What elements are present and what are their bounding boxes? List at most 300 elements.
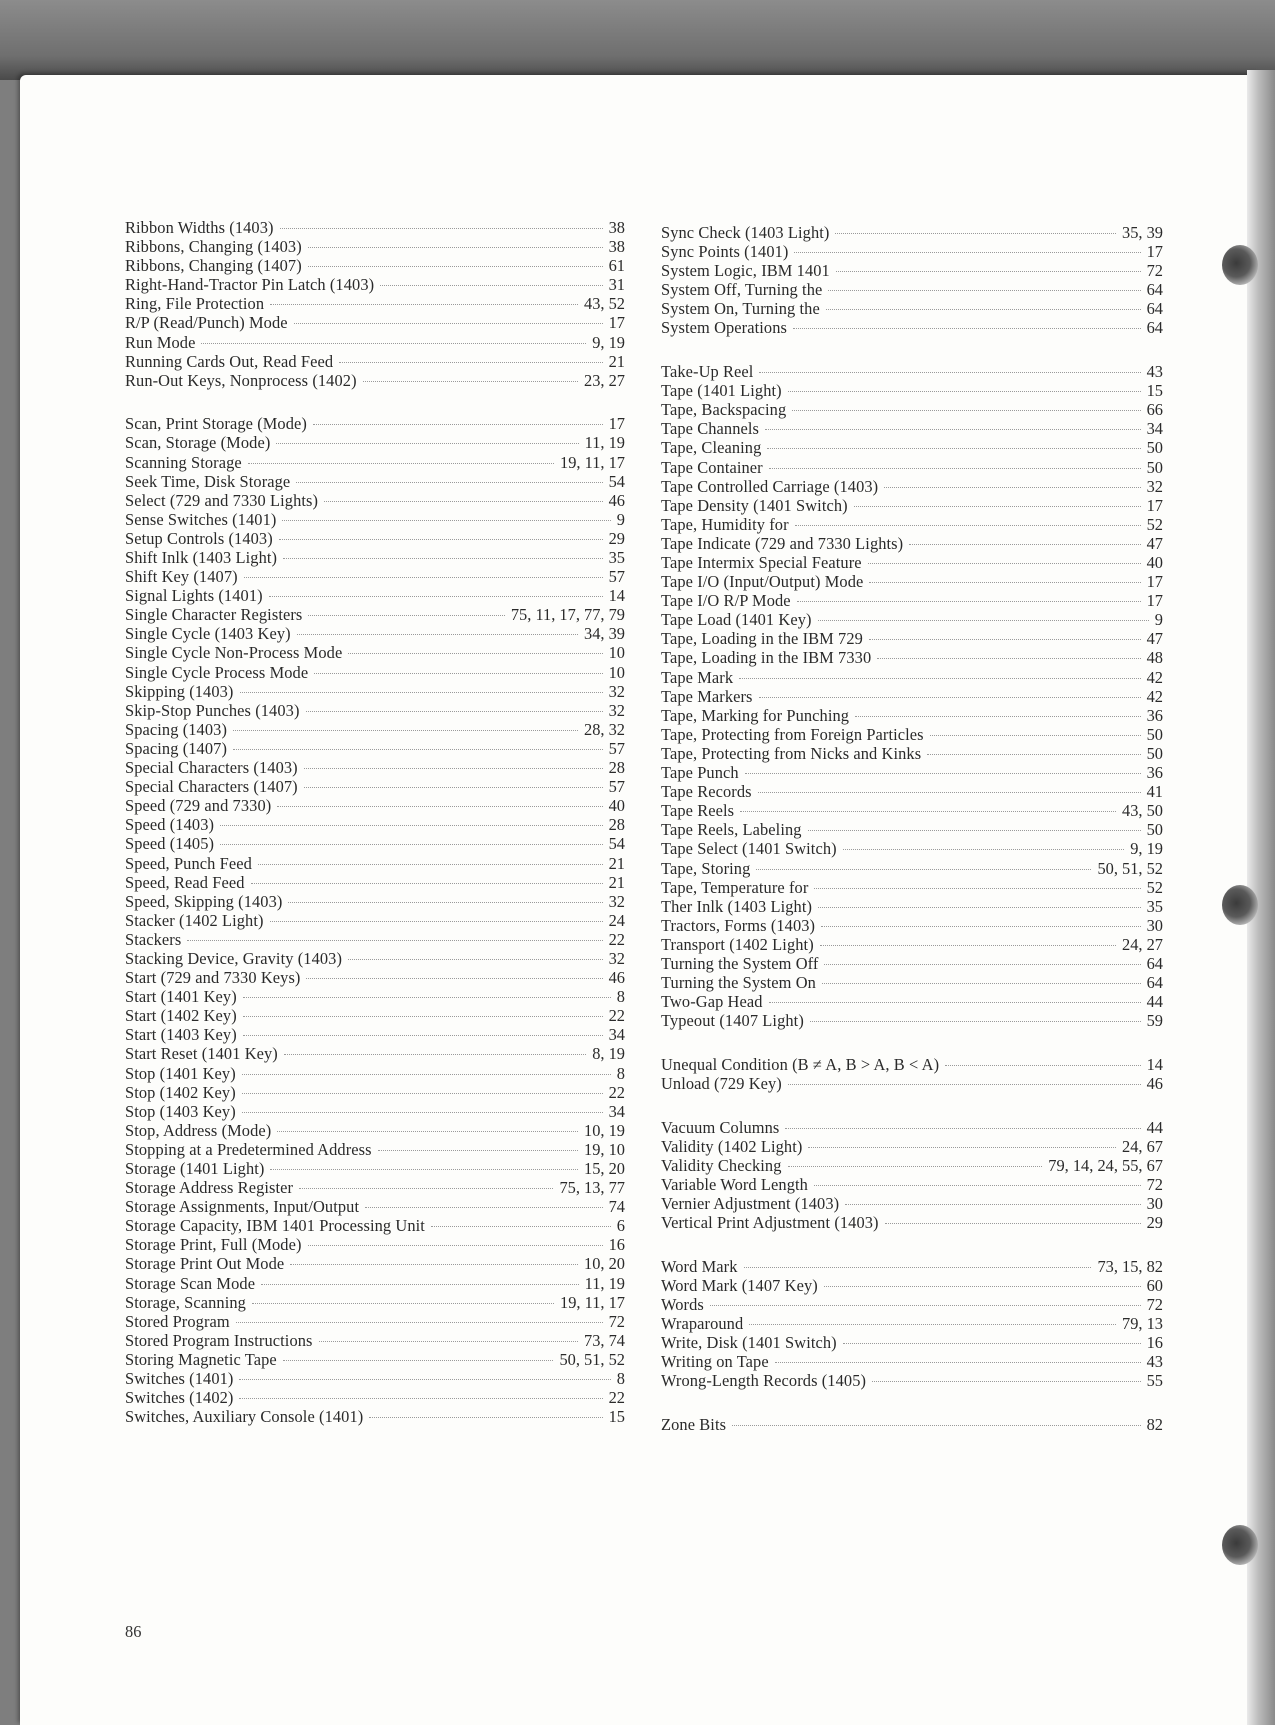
index-term: Zone Bits — [661, 1414, 727, 1434]
page-references: 34 — [1146, 419, 1163, 439]
index-entry — [661, 496, 1163, 515]
index-term: Tape Select (1401 Switch) — [661, 839, 837, 859]
dot-leader — [378, 1150, 578, 1151]
dot-leader — [308, 247, 603, 248]
index-term: Sync Check (1403 Light) — [661, 223, 830, 242]
index-entry — [661, 1333, 1163, 1352]
index-entry — [125, 1064, 625, 1083]
page-references: 64 — [1146, 299, 1163, 319]
dot-leader — [306, 711, 603, 712]
dot-leader — [855, 716, 1141, 717]
dot-leader — [279, 539, 603, 540]
dot-leader — [877, 658, 1140, 659]
index-entry — [125, 777, 625, 796]
index-entry — [661, 1074, 1163, 1093]
index-entry — [125, 873, 625, 892]
index-entry — [125, 275, 625, 294]
index-entry — [661, 725, 1163, 744]
index-term: Special Characters (1407) — [125, 777, 298, 797]
index-term: Skip-Stop Punches (1403) — [125, 700, 300, 720]
page-references: 73, 74 — [584, 1330, 625, 1350]
index-entry — [661, 1415, 1163, 1434]
dot-leader — [740, 811, 1116, 812]
dot-leader — [290, 1264, 578, 1265]
index-entry — [125, 911, 625, 930]
index-term: Wraparound — [661, 1313, 744, 1333]
index-term: Tape, Storing — [661, 858, 751, 878]
dot-leader — [187, 940, 602, 941]
dot-leader — [759, 372, 1140, 373]
index-term: Take-Up Reel — [661, 362, 754, 382]
dot-leader — [233, 749, 603, 750]
dot-leader — [319, 1341, 578, 1342]
dot-leader — [814, 888, 1140, 889]
index-entry — [125, 1235, 625, 1254]
page-references: 22 — [608, 1082, 625, 1102]
dot-leader — [282, 520, 610, 521]
index-term: Scan, Storage (Mode) — [125, 433, 271, 453]
index-entry — [661, 280, 1163, 299]
index-entry — [661, 1352, 1163, 1371]
binder-hole — [1222, 1525, 1258, 1565]
dot-leader — [869, 639, 1141, 640]
dot-leader — [239, 1398, 602, 1399]
index-entry — [125, 1025, 625, 1044]
page-references: 74 — [608, 1197, 625, 1217]
index-term: Vertical Print Adjustment (1403) — [661, 1213, 879, 1232]
dot-leader — [821, 926, 1140, 927]
index-entry — [125, 663, 625, 682]
dot-leader — [808, 830, 1141, 831]
dot-leader — [220, 844, 603, 845]
index-term: Tractors, Forms (1403) — [661, 915, 816, 935]
index-term: Ther Inlk (1403 Light) — [661, 896, 813, 916]
index-term: Validity (1402 Light) — [661, 1136, 803, 1156]
page-references: 57 — [608, 567, 625, 587]
dot-leader — [251, 883, 603, 884]
dot-leader — [818, 620, 1149, 621]
index-term: Start (729 and 7330 Keys) — [125, 968, 301, 988]
dot-leader — [824, 964, 1140, 965]
page-references: 21 — [608, 853, 625, 873]
page-references: 15 — [1146, 381, 1163, 401]
page-references: 75, 11, 17, 77, 79 — [510, 605, 625, 625]
index-entry — [125, 414, 625, 433]
index-term: Writing on Tape — [661, 1352, 769, 1372]
index-term: Two-Gap Head — [661, 992, 763, 1012]
dot-leader — [845, 1204, 1140, 1205]
index-entry — [125, 1369, 625, 1388]
dot-leader — [868, 563, 1141, 564]
dot-leader — [258, 864, 603, 865]
dot-leader — [884, 487, 1140, 488]
index-entry — [661, 1175, 1163, 1194]
page-references: 30 — [1146, 915, 1163, 935]
index-entry — [125, 371, 625, 390]
index-term: Unload (729 Key) — [661, 1073, 782, 1093]
index-entry — [661, 629, 1163, 648]
index-term: Tape, Humidity for — [661, 514, 789, 534]
index-entry — [125, 815, 625, 834]
dot-leader — [269, 596, 603, 597]
dot-leader — [220, 825, 603, 826]
index-entry — [125, 1350, 625, 1369]
page-references: 11, 19 — [584, 433, 625, 453]
page-references: 50 — [1146, 724, 1163, 744]
page-references: 15, 20 — [584, 1159, 625, 1178]
scanner-background — [0, 0, 1275, 80]
page-references: 31 — [608, 275, 625, 295]
page-references: 19, 10 — [584, 1139, 625, 1159]
page-references: 54 — [608, 834, 625, 854]
dot-leader — [745, 773, 1141, 774]
dot-leader — [788, 1166, 1043, 1167]
index-term: Stop (1403 Key) — [125, 1101, 236, 1121]
dot-leader — [775, 1362, 1141, 1363]
index-term: Sense Switches (1401) — [125, 509, 277, 529]
dot-leader — [828, 290, 1140, 291]
dot-leader — [810, 1021, 1141, 1022]
page-references: 66 — [1146, 400, 1163, 420]
index-entry — [125, 1216, 625, 1235]
dot-leader — [297, 634, 578, 635]
dot-leader — [826, 309, 1141, 310]
index-term: Select (729 and 7330 Lights) — [125, 490, 319, 510]
dot-leader — [270, 304, 578, 305]
index-entry — [125, 643, 625, 662]
page-references: 9, 19 — [1130, 839, 1163, 859]
index-entry — [125, 567, 625, 586]
index-term: Storage Address Register — [125, 1178, 294, 1198]
dot-leader — [299, 1188, 553, 1189]
index-entry — [125, 510, 625, 529]
page-references: 50, 51, 52 — [559, 1349, 625, 1369]
binder-hole — [1222, 245, 1258, 285]
page-references: 10 — [608, 662, 625, 682]
dot-leader — [283, 1360, 554, 1361]
page-references: 38 — [608, 237, 625, 257]
index-term: Tape I/O (Input/Output) Mode — [661, 572, 864, 592]
dot-leader — [243, 1035, 603, 1036]
page-references: 72 — [1146, 261, 1163, 281]
page-references: 8 — [616, 987, 625, 1007]
page-references: 32 — [608, 700, 625, 720]
index-term: Tape Indicate (729 and 7330 Lights) — [661, 533, 904, 553]
index-entry — [661, 878, 1163, 897]
index-term: Typeout (1407 Light) — [661, 1011, 804, 1031]
page-references: 15 — [608, 1407, 625, 1427]
index-entry — [661, 515, 1163, 534]
binder-hole — [1222, 885, 1258, 925]
dot-leader — [744, 1267, 1092, 1268]
page-references: 50 — [1146, 438, 1163, 458]
index-term: Switches (1402) — [125, 1388, 234, 1408]
index-entry — [661, 1156, 1163, 1175]
page-references: 54 — [608, 471, 625, 491]
index-term: Single Cycle Process Mode — [125, 662, 309, 682]
index-entry — [661, 859, 1163, 878]
page-references: 43 — [1146, 1352, 1163, 1372]
index-entry — [125, 720, 625, 739]
page-references: 55 — [1146, 1371, 1163, 1391]
index-entry — [125, 1254, 625, 1273]
dot-leader — [240, 692, 603, 693]
index-term: Tape, Protecting from Nicks and Kinks — [661, 743, 922, 763]
index-entry — [661, 1194, 1163, 1213]
dot-leader — [758, 792, 1141, 793]
index-term: Tape, Backspacing — [661, 400, 787, 420]
dot-leader — [765, 429, 1141, 430]
page-references: 32 — [608, 681, 625, 701]
dot-leader — [836, 271, 1141, 272]
index-term: Speed (1403) — [125, 815, 215, 835]
page-references: 10, 20 — [584, 1254, 625, 1274]
index-entry — [125, 453, 625, 472]
index-term: Scan, Print Storage (Mode) — [125, 414, 307, 434]
index-term: Storage Print, Full (Mode) — [125, 1235, 302, 1255]
index-entry — [661, 897, 1163, 916]
page-references: 72 — [1146, 1294, 1163, 1314]
index-entry — [125, 968, 625, 987]
dot-leader — [710, 1305, 1141, 1306]
index-term: Ribbons, Changing (1407) — [125, 256, 302, 276]
page-references: 35 — [1146, 896, 1163, 916]
group-gap — [661, 1030, 1163, 1055]
index-term: Speed (1405) — [125, 834, 215, 854]
index-entry — [125, 313, 625, 332]
index-entry — [661, 553, 1163, 572]
index-entry — [125, 294, 625, 313]
index-column-right — [661, 223, 1163, 1434]
dot-leader — [909, 544, 1140, 545]
dot-leader — [824, 1286, 1141, 1287]
page-references: 64 — [1146, 318, 1163, 338]
index-entry — [661, 610, 1163, 629]
dot-leader — [365, 1207, 602, 1208]
dot-leader — [369, 1417, 602, 1418]
index-term: Tape Load (1401 Key) — [661, 610, 812, 630]
page-references: 52 — [1146, 877, 1163, 897]
page-references: 8, 19 — [592, 1044, 625, 1064]
index-entry — [125, 1140, 625, 1159]
dot-leader — [277, 1131, 578, 1132]
page-references: 17 — [608, 313, 625, 333]
dot-leader — [248, 463, 554, 464]
dot-leader — [276, 443, 578, 444]
index-entry — [125, 433, 625, 452]
index-term: Tape Controlled Carriage (1403) — [661, 476, 879, 496]
dot-leader — [239, 1379, 610, 1380]
index-entry — [125, 834, 625, 853]
page-references: 24, 67 — [1122, 1136, 1163, 1156]
page-references: 29 — [1146, 1213, 1163, 1232]
index-term: Tape Punch — [661, 763, 739, 783]
index-term: System Off, Turning the — [661, 280, 823, 300]
page-references: 22 — [608, 1006, 625, 1026]
dot-leader — [769, 1002, 1141, 1003]
index-entry — [661, 1055, 1163, 1074]
dot-leader — [785, 1128, 1140, 1129]
dot-leader — [280, 228, 603, 229]
page-references: 43 — [1146, 362, 1163, 382]
index-entry — [125, 1121, 625, 1140]
dot-leader — [339, 362, 602, 363]
index-term: Tape Container — [661, 457, 763, 477]
page-references: 47 — [1146, 629, 1163, 649]
page-references: 34 — [608, 1101, 625, 1121]
page-references: 16 — [1146, 1332, 1163, 1352]
index-term: Setup Controls (1403) — [125, 528, 273, 548]
dot-leader — [261, 1284, 579, 1285]
index-entry — [125, 491, 625, 510]
index-entry — [125, 1407, 625, 1426]
page-references: 32 — [1146, 476, 1163, 496]
index-entry — [661, 839, 1163, 858]
index-term: Turning the System Off — [661, 953, 819, 973]
dot-leader — [236, 1322, 603, 1323]
index-entry — [661, 744, 1163, 763]
index-term: Storage, Scanning — [125, 1292, 246, 1312]
index-entry — [661, 534, 1163, 553]
index-entry — [125, 682, 625, 701]
dot-leader — [270, 1169, 578, 1170]
index-entry — [661, 223, 1163, 242]
index-entry — [661, 687, 1163, 706]
dot-leader — [843, 849, 1125, 850]
index-term: Run-Out Keys, Nonprocess (1402) — [125, 370, 357, 390]
index-entry — [125, 1006, 625, 1025]
index-term: Word Mark — [661, 1256, 738, 1276]
dot-leader — [732, 1425, 1141, 1426]
page-references: 8 — [616, 1063, 625, 1083]
page-references: 19, 11, 17 — [560, 452, 625, 472]
page-references: 11, 19 — [584, 1273, 625, 1293]
index-entry — [125, 758, 625, 777]
dot-leader — [797, 601, 1141, 602]
page-references: 21 — [608, 351, 625, 371]
index-entry — [661, 1137, 1163, 1156]
dot-leader — [792, 410, 1140, 411]
page-references: 35, 39 — [1122, 223, 1163, 242]
dot-leader — [769, 468, 1141, 469]
index-term: Vernier Adjustment (1403) — [661, 1193, 840, 1213]
index-entry — [661, 916, 1163, 935]
page-references: 50 — [1146, 457, 1163, 477]
dot-leader — [252, 1303, 554, 1304]
page-references: 79, 14, 24, 55, 67 — [1048, 1155, 1163, 1175]
index-term: Tape, Cleaning — [661, 438, 762, 458]
index-entry — [125, 1388, 625, 1407]
group-gap — [661, 1390, 1163, 1415]
dot-leader — [308, 615, 504, 616]
index-term: Word Mark (1407 Key) — [661, 1275, 818, 1295]
index-term: Storing Magnetic Tape — [125, 1349, 277, 1369]
index-entry — [125, 529, 625, 548]
index-term: Spacing (1407) — [125, 738, 228, 758]
index-term: Special Characters (1403) — [125, 758, 298, 778]
dot-leader — [363, 381, 578, 382]
page-references: 59 — [1146, 1011, 1163, 1031]
page-number: 86 — [125, 1622, 142, 1641]
dot-leader — [788, 1084, 1141, 1085]
index-term: Signal Lights (1401) — [125, 586, 263, 606]
index-entry — [125, 333, 625, 352]
page-references: 17 — [1146, 591, 1163, 611]
group-gap — [125, 390, 625, 415]
page-references: 40 — [608, 796, 625, 816]
dot-leader — [767, 448, 1140, 449]
index-entry — [125, 892, 625, 911]
index-term: Stackers — [125, 929, 182, 949]
dot-leader — [304, 768, 603, 769]
index-term: Right-Hand-Tractor Pin Latch (1403) — [125, 275, 375, 295]
index-term: Tape Markers — [661, 686, 753, 706]
index-entry — [661, 362, 1163, 381]
index-term: Storage Scan Mode — [125, 1273, 256, 1293]
page-references: 79, 13 — [1122, 1313, 1163, 1333]
index-entry — [125, 1331, 625, 1350]
index-entry — [661, 1371, 1163, 1390]
page-references: 14 — [608, 586, 625, 606]
page-references: 52 — [1146, 514, 1163, 534]
dot-leader — [945, 1065, 1140, 1066]
index-term: Shift Key (1407) — [125, 567, 238, 587]
page-references: 42 — [1146, 686, 1163, 706]
index-entry — [125, 218, 625, 237]
index-entry — [125, 605, 625, 624]
dot-leader — [793, 328, 1141, 329]
page-references: 44 — [1146, 992, 1163, 1012]
index-term: Tape (1401 Light) — [661, 381, 782, 401]
index-entry — [125, 1274, 625, 1293]
index-term: Stop, Address (Mode) — [125, 1120, 272, 1140]
dot-leader — [431, 1226, 611, 1227]
index-entry — [661, 1276, 1163, 1295]
dot-leader — [820, 945, 1116, 946]
dot-leader — [788, 391, 1141, 392]
index-entry — [125, 1044, 625, 1063]
index-entry — [125, 987, 625, 1006]
index-entry — [125, 854, 625, 873]
dot-leader — [313, 424, 603, 425]
index-term: Tape I/O R/P Mode — [661, 591, 791, 611]
page-references: 17 — [608, 414, 625, 434]
page-references: 24 — [608, 910, 625, 930]
page-references: 22 — [608, 1388, 625, 1408]
index-entry — [661, 1295, 1163, 1314]
page-references: 72 — [608, 1311, 625, 1331]
index-entry — [661, 572, 1163, 591]
index-entry — [125, 586, 625, 605]
page-references: 32 — [608, 891, 625, 911]
index-term: Shift Inlk (1403 Light) — [125, 548, 278, 567]
page-references: 60 — [1146, 1275, 1163, 1295]
index-term: Tape, Loading in the IBM 7330 — [661, 648, 872, 668]
index-entry — [661, 458, 1163, 477]
index-term: Spacing (1403) — [125, 719, 228, 739]
index-entry — [125, 796, 625, 815]
index-term: Storage Assignments, Input/Output — [125, 1197, 360, 1217]
index-term: Stacking Device, Gravity (1403) — [125, 948, 343, 968]
index-entry — [125, 949, 625, 968]
index-entry — [125, 352, 625, 371]
index-term: Tape Intermix Special Feature — [661, 553, 862, 572]
dot-leader — [348, 653, 602, 654]
page-references: 43, 50 — [1122, 801, 1163, 821]
dot-leader — [283, 558, 603, 559]
page-references: 61 — [608, 256, 625, 276]
dot-leader — [306, 978, 602, 979]
